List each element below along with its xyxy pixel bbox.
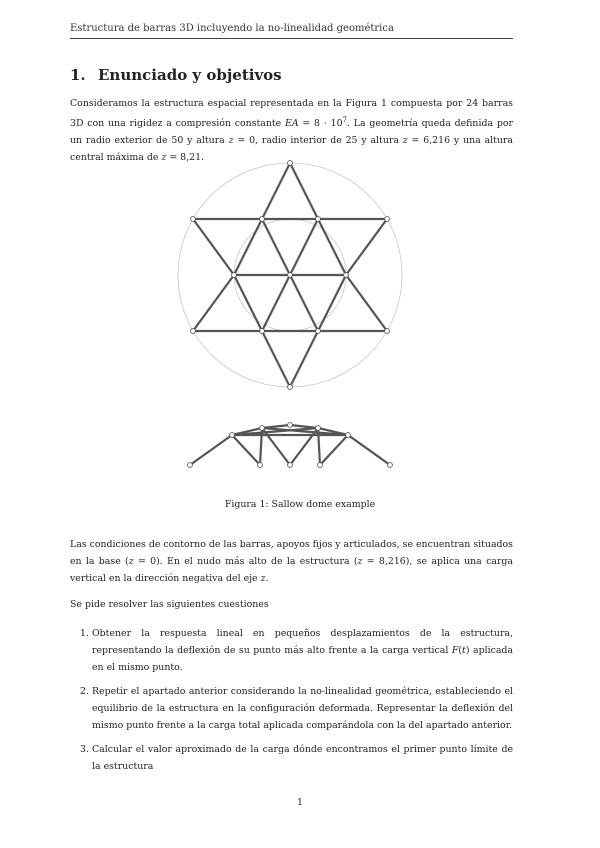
conditions-text: Las condiciones de contorno de las barras, apoyos fijos y articulados, se encuentran situados en la base (: [70, 539, 513, 567]
math-paren: ): [465, 645, 470, 656]
question-text: Calcular el valor aproximado de la carga dónde encontramos el primer punto límite de la estructura: [92, 744, 513, 772]
question-item: [70, 741, 513, 775]
elevation-view: [188, 423, 393, 468]
intro-text: = 8 · 10: [298, 118, 343, 130]
math-z: z: [161, 152, 167, 164]
plan-nodes: [191, 161, 390, 390]
math-f: F: [451, 645, 459, 656]
elevation-bars: [190, 425, 390, 465]
question-item: [70, 683, 513, 734]
math-paren: (: [458, 645, 463, 656]
figure-caption: Figura 1: Sallow dome example: [224, 499, 376, 510]
dome-figure: [170, 155, 410, 475]
math-z: z: [402, 135, 408, 147]
question-number: 2.: [80, 686, 89, 697]
math-exponent: 7: [342, 116, 347, 124]
math-ea: EA: [284, 118, 299, 130]
math-z: z: [260, 573, 266, 584]
running-header: Estructura de barras 3D incluyendo la no-linealidad geométrica: [70, 23, 394, 34]
section-number: 1.: [70, 66, 86, 84]
intro-text: Consideramos la estructura espacial representada en la Figura 1 compuesta por 24 barras 3D con una rigidez a compresión constante: [70, 98, 513, 130]
math-t: t: [462, 645, 466, 656]
intro-text: . La geometría queda definida por un radio exterior de 50 y altura: [70, 118, 513, 147]
conditions-text: = 0). En el nudo más alto de la estructura (: [133, 556, 358, 567]
intro-text: = 6,216 y una altura central máxima de: [70, 135, 513, 164]
plan-view: [178, 161, 402, 390]
question-number: 3.: [80, 744, 89, 755]
questions-list: [70, 625, 513, 782]
intro-text: = 8,21.: [166, 152, 205, 164]
page-number: 1: [297, 797, 303, 808]
question-text: aplicada en el mismo punto.: [92, 645, 513, 673]
request-paragraph: Se pide resolver las siguientes cuestiones: [70, 599, 269, 610]
question-text: Obtener la respuesta lineal en pequeños desplazamientos de la estructura, representando la deflexión de su punto más alto frente a la carga vertical: [92, 628, 513, 656]
conditions-text: .: [265, 573, 269, 584]
math-z: z: [228, 135, 234, 147]
question-text: Repetir el apartado anterior considerando la no-linealidad geométrica, estableciendo el equilibrio de la estructura en la configuración deformada. Representar la deflexión del mismo punto frente a la carga total aplicada comparándola con la del apartado anterior.: [92, 686, 513, 731]
section-title-text: Enunciado y objetivos: [98, 66, 282, 84]
header-rule: [70, 38, 513, 39]
question-item: [70, 625, 513, 676]
section-title: [70, 66, 282, 84]
intro-text: = 0, radio interior de 25 y altura: [233, 135, 403, 147]
boundary-conditions-paragraph: [70, 536, 513, 587]
math-z: z: [128, 556, 134, 567]
question-number: 1.: [80, 628, 89, 639]
conditions-text: = 8,216), se aplica una carga vertical en la dirección negativa del eje: [70, 556, 513, 584]
math-z: z: [357, 556, 363, 567]
